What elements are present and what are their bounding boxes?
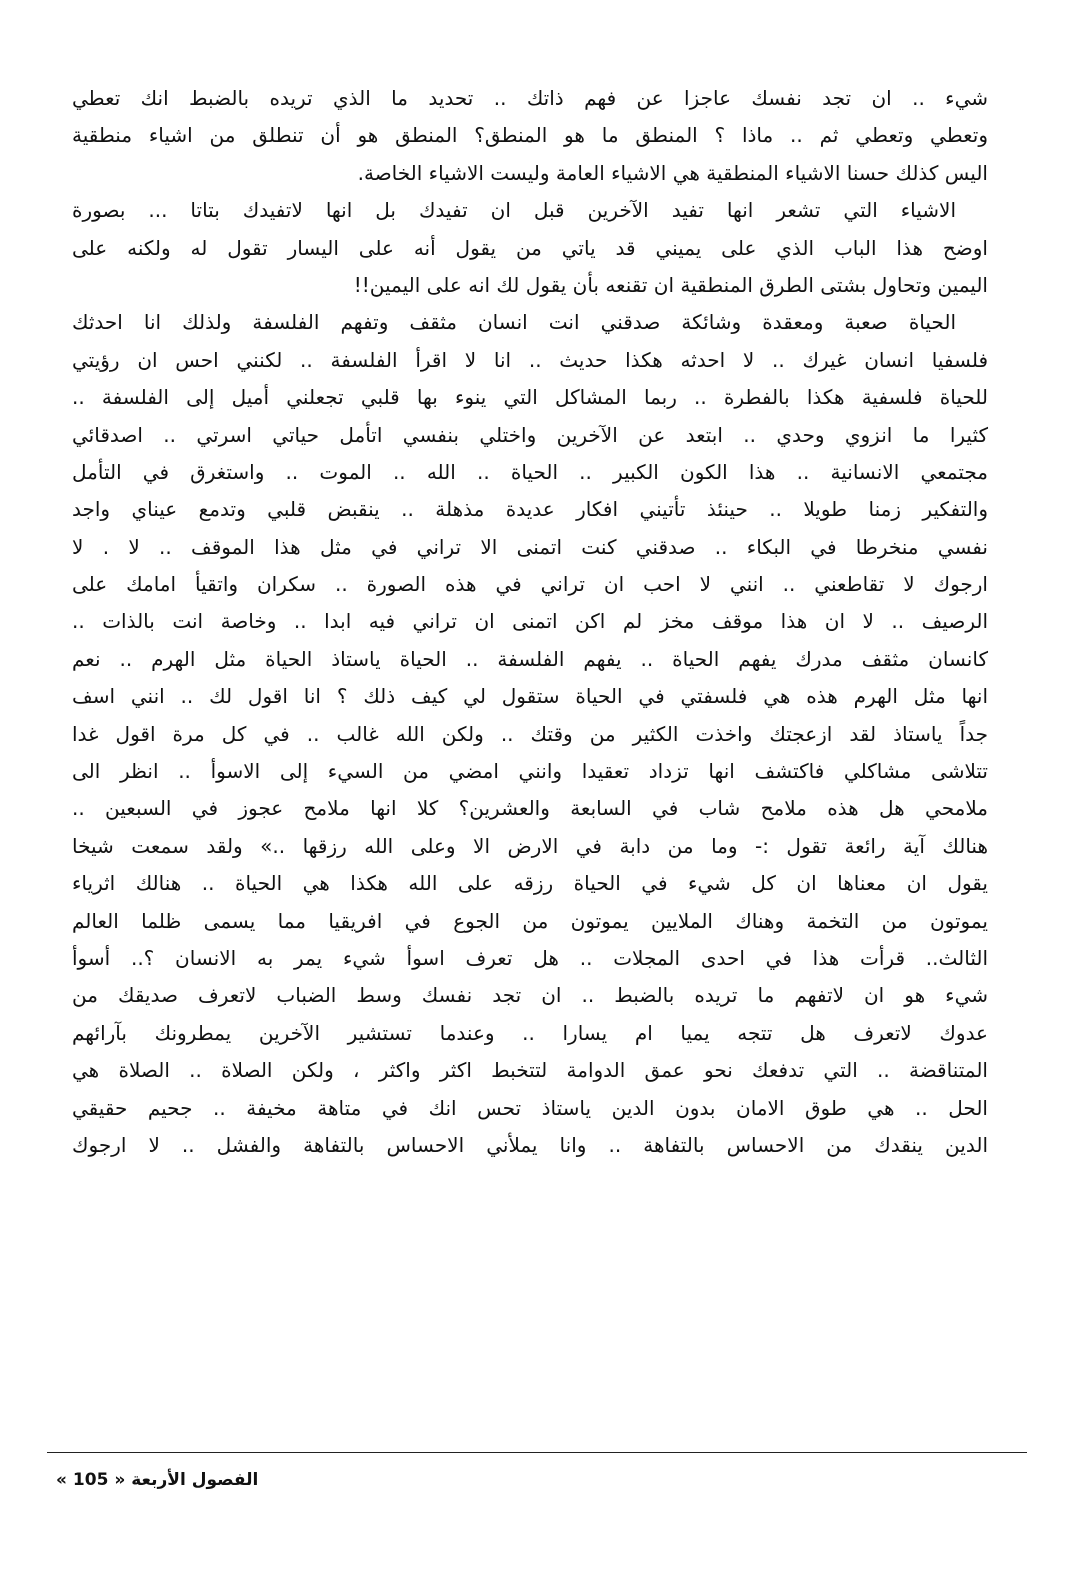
text-line: الحياة صعبة ومعقدة وشائكة صدقني انت انسان مثقف وتفهم الفلسفة ولذلك انا احدثك <box>72 310 956 335</box>
text-line: عدوك لاتعرف هل تتجه يميا ام يسارا .. وعندما تستشير الآخرين يمطرونك بآرائهم <box>72 1020 988 1045</box>
text-line: الحل .. هي طوق الامان بدون الدين ياستاذ تحس انك في متاهة مخيفة .. جحيم حقيقي <box>72 1095 988 1120</box>
text-line: كانسان مثقف مدرك يفهم الحياة .. يفهم الفلسفة .. الحياة ياستاذ الحياة مثل الهرم .. نعم <box>72 646 988 671</box>
text-line: شيء .. ان تجد نفسك عاجزا عن فهم ذاتك .. تحديد ما الذي تريده بالضبط انك تعطي <box>72 86 988 110</box>
body-text <box>72 80 988 1164</box>
book-title: الفصول الأربعة <box>131 1470 259 1490</box>
text-line: مجتمعي الانسانية .. هذا الكون الكبير .. الحياة .. الله .. الموت .. واستغرق في التأمل <box>72 459 988 484</box>
text-line: فلسفيا انسان غيرك .. لا احدثه هكذا حديث .. انا لا اقرأ الفلسفة .. لكنني احس ان رؤيتي <box>72 347 988 372</box>
text-line: يقول ان معناها ان كل شيء في الحياة رزقه على الله هكذا هي الحياة .. هنالك اثرياء <box>72 871 988 896</box>
text-line: تتلاشى مشاكلي فاكتشف انها تزداد تعقيدا وانني امضي من السيء إلى الاسوأ .. انظر الى <box>72 759 988 784</box>
text-line: شيء هو ان لاتفهم ما تريده بالضبط .. ان تجد نفسك وسط الضباب لاتعرف صديقك من <box>72 983 988 1008</box>
text-line: اليس كذلك حسنا الاشياء المنطقية هي الاشياء العامة وليست الاشياء الخاصة. <box>357 160 988 185</box>
text-line: الاشياء التي تشعر انها تفيد الآخرين قبل ان تفيدك بل انها لاتفيدك بتاتا ... بصورة <box>72 198 956 223</box>
text-line: اوضح هذا الباب الذي على يميني قد ياتي من يقول أنه على اليسار تقول له ولكنه على <box>72 235 988 260</box>
text-line: ارجوك لا تقاطعني .. انني لا احب ان تراني في هذه الصورة .. سكران واتقيأ امامك على <box>72 572 988 597</box>
text-line: للحياة فلسفية هكذا بالفطرة .. ربما المشاكل التي ينوء بها قلبي تجعلني أميل إلى الفلسفة .. <box>72 385 988 410</box>
text-line: كثيرا ما انزوي وحدي .. ابتعد عن الآخرين واختلي بنفسي اتأمل حياتي اسرتي .. اصدقائي <box>72 422 988 447</box>
text-line: الرصيف .. لا ان هذا موقف مخز لم اكن اتمنى ان تراني فيه ابدا .. وخاصة انت بالذات .. <box>72 609 988 634</box>
text-line: انها مثل الهرم هذه هي فلسفتي في الحياة ستقول لي كيف ذلك ؟ انا اقول لك .. انني اسف <box>72 684 988 709</box>
text-line: وتعطي وتعطي ثم .. ماذا ؟ المنطق ما هو المنطق؟ المنطق هو أن تنطلق من اشياء منطقية <box>72 123 988 148</box>
footer-rule <box>47 1452 1027 1453</box>
text-line: يموتون من التخمة وهناك الملايين يموتون من الجوع في افريقيا مما يسمى ظلما العالم <box>72 908 988 933</box>
text-line: هنالك آية رائعة تقول :- وما من دابة في الارض الا وعلى الله رزقها ..» ولقد سمعت شيخا <box>72 833 988 858</box>
text-line: جداً ياستاذ لقد ازعجتك واخذت الكثير من وقتك .. ولكن الله غالب .. في كل مرة اقول غدا <box>72 721 988 746</box>
text-line: ملامحي هل هذه ملامح شاب في السابعة والعشرين؟ كلا انها ملامح عجوز في السبعين .. <box>72 796 988 821</box>
text-line: الدين ينقدك من الاحساس بالتفاهة .. وانا يملأني الاحساس بالتفاهة والفشل .. لا ارجوك <box>72 1132 988 1157</box>
text-line: نفسي منخرطا في البكاء .. صدقني كنت اتمنى الا تراني في مثل هذا الموقف .. لا . لا <box>72 534 988 559</box>
text-line: الثالث.. قرأت هذا في احدى المجلات .. هل تعرف اسوأ شيء يمر به الانسان ؟.. أسوأ <box>72 945 988 970</box>
text-line: اليمين وتحاول بشتى الطرق المنطقية ان تقنعه بأن يقول لك انه على اليمين!! <box>353 272 988 297</box>
page-number: « 105 » <box>56 1470 126 1490</box>
page-footer <box>56 1470 258 1490</box>
text-line: والتفكير زمنا طويلا .. حينئذ تأتيني افكار عديدة مذهلة .. ينقبض قلبي وتدمع عيناي واجد <box>72 497 988 522</box>
text-line: المتناقضة .. التي تدفعك نحو عمق الدوامة لتتخبط اكثر واكثر ، ولكن الصلاة .. الصلاة هي <box>72 1058 988 1083</box>
